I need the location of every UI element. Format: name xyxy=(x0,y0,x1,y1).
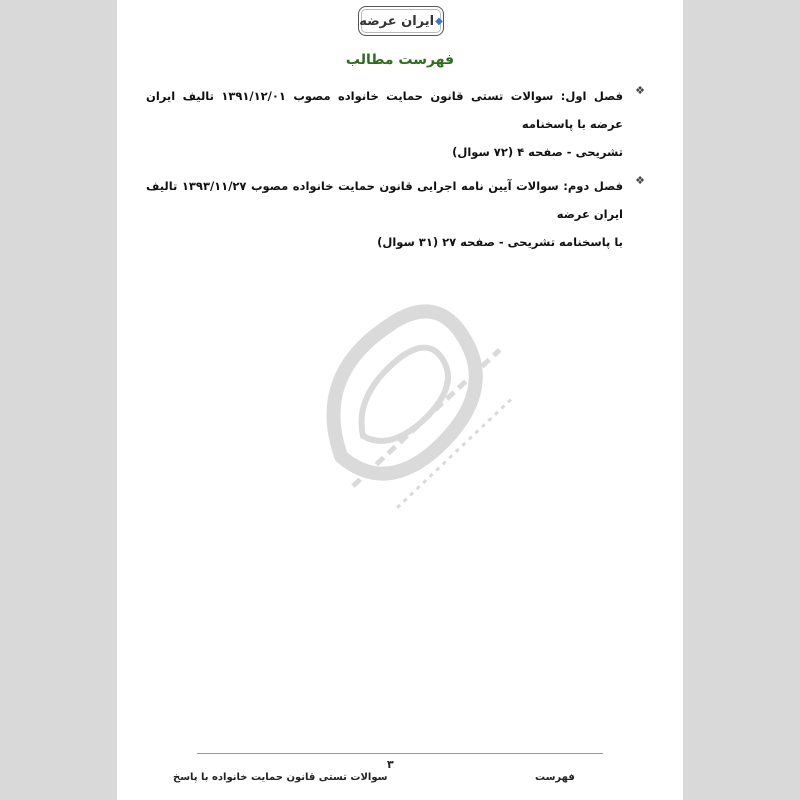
toc-item-line: تشریحی - صفحه ۴ (۷۲ سوال) xyxy=(452,145,623,159)
toc-item-line: فصل دوم: سوالات آیین نامه اجرایی قانون حمایت خانواده مصوب ۱۳۹۳/۱۱/۲۷ تالیف ایران عرضه xyxy=(146,179,623,221)
logo-text: ایران عرضه xyxy=(359,13,435,29)
footer-section-name: فهرست xyxy=(535,772,575,783)
toc-item-line: با پاسخنامه تشریحی - صفحه ۲۷ (۳۱ سوال) xyxy=(377,235,623,249)
footer-divider xyxy=(197,753,603,754)
diamond-bullet-icon: ❖ xyxy=(635,84,645,97)
toc-title: فهرست مطالب xyxy=(345,52,455,68)
table-of-contents xyxy=(146,82,645,262)
logo-mark-icon: ◆ xyxy=(435,15,443,27)
watermark-logo xyxy=(241,230,573,560)
toc-item-line: فصل اول: سوالات تستی قانون حمایت خانواده مصوب ۱۳۹۱/۱۲/۰۱ تالیف ایران عرضه با پاسخنامه xyxy=(146,89,623,131)
brand-logo xyxy=(358,6,444,36)
page-number: ۳ xyxy=(387,758,394,771)
footer-document-title: سوالات تستی قانون حمایت خانواده با پاسخ xyxy=(173,772,388,783)
diamond-bullet-icon: ❖ xyxy=(635,174,645,187)
toc-item-chapter-1[interactable] xyxy=(146,82,645,166)
document-page xyxy=(117,0,683,800)
toc-item-chapter-2[interactable] xyxy=(146,172,645,256)
